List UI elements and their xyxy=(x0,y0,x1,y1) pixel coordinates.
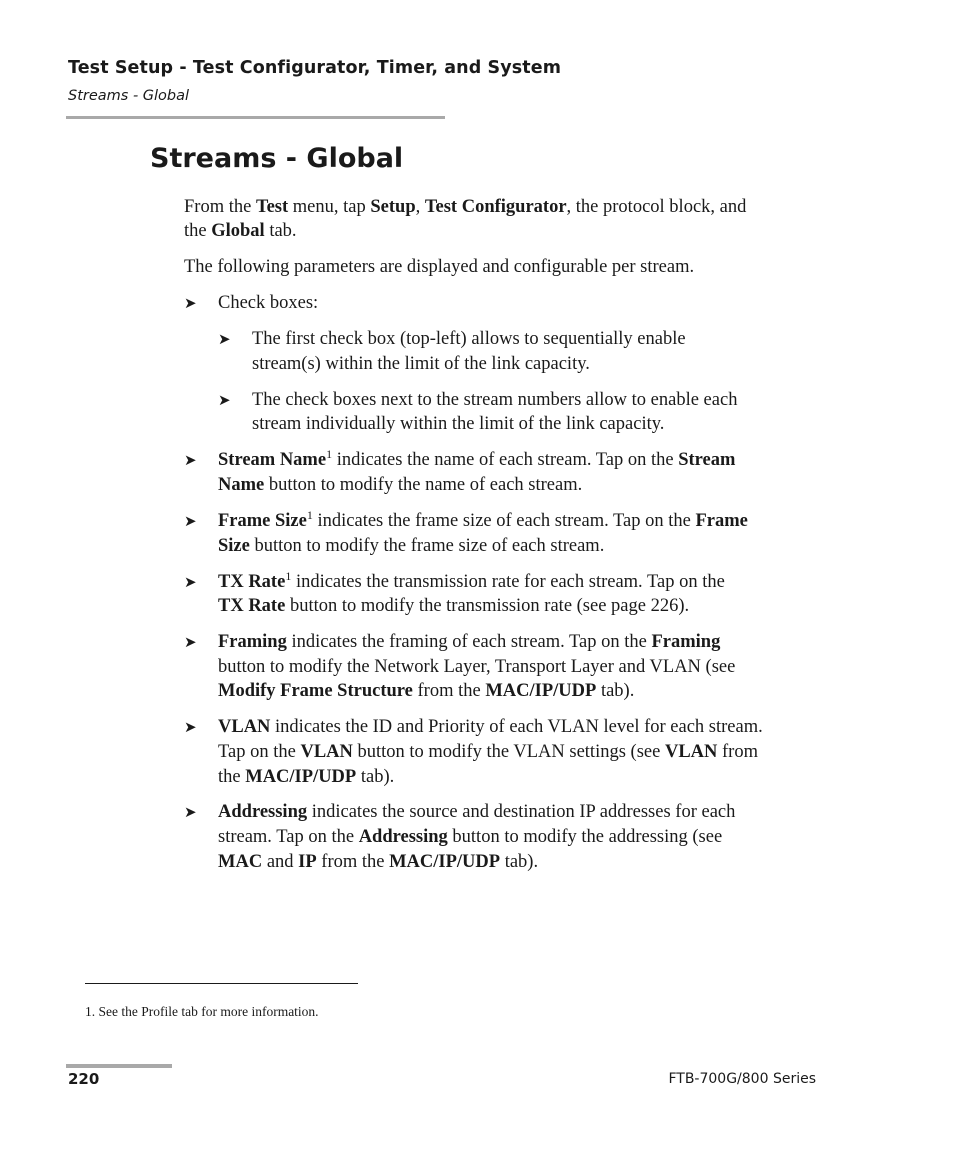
bullet-framing-line-2: button to modify the Network Layer, Transport Layer and VLAN (see xyxy=(218,657,736,677)
sub-bullet-stream-checkboxes-line-2: stream individually within the limit of the link capacity. xyxy=(252,414,665,434)
bullet-stream-name-line-1: Stream Name$^1$ indicates the name of each stream. Tap on the Stream xyxy=(218,447,736,470)
intro-paragraph-line-1: From the Test menu, tap Setup, Test Configurator, the protocol block, and xyxy=(184,197,747,217)
page-number: 220 xyxy=(68,1070,100,1088)
bullet-tx-rate-line-2: TX Rate button to modify the transmission rate (see page 226). xyxy=(218,596,690,616)
product-series: FTB-700G/800 Series xyxy=(668,1071,816,1087)
bullet-arrow-icon: ➤ xyxy=(184,514,197,530)
bullet-vlan-line-1: VLAN indicates the ID and Priority of each VLAN level for each stream. xyxy=(218,717,763,737)
intro-paragraph-line-2: the Global tab. xyxy=(184,221,297,241)
footnote-rule xyxy=(85,983,358,984)
header-rule xyxy=(66,116,445,119)
sub-bullet-arrow-icon: ➤ xyxy=(218,393,231,409)
bullet-arrow-icon: ➤ xyxy=(184,296,197,312)
bullet-addressing-line-3: MAC and IP from the MAC/IP/UDP tab). xyxy=(218,852,539,872)
bullet-frame-size-line-1: Frame Size$^1$ indicates the frame size of each stream. Tap on the Frame xyxy=(218,508,748,531)
bullet-addressing-line-1: Addressing indicates the source and destination IP addresses for each xyxy=(218,802,736,822)
bullet-vlan-line-3: the MAC/IP/UDP tab). xyxy=(218,767,395,787)
sub-bullet-stream-checkboxes-line-1: The check boxes next to the stream numbers allow to enable each xyxy=(252,390,738,410)
sub-bullet-first-checkbox-line-1: The first check box (top-left) allows to sequentially enable xyxy=(252,329,686,349)
bullet-framing-line-3: Modify Frame Structure from the MAC/IP/UDP tab). xyxy=(218,681,635,701)
running-header-title: Test Setup - Test Configurator, Timer, and System xyxy=(68,58,562,78)
intro-paragraph-2: The following parameters are displayed and configurable per stream. xyxy=(184,257,695,277)
footnote: 1. See the Profile tab for more information. xyxy=(85,1004,319,1019)
footer-rule xyxy=(66,1064,172,1068)
bullet-framing-line-1: Framing indicates the framing of each stream. Tap on the Framing xyxy=(218,632,721,652)
bullet-frame-size-line-2: Size button to modify the frame size of each stream. xyxy=(218,536,605,556)
bullet-addressing-line-2: stream. Tap on the Addressing button to modify the addressing (see xyxy=(218,827,723,847)
bullet-arrow-icon: ➤ xyxy=(184,805,197,821)
bullet-stream-name-line-2: Name button to modify the name of each stream. xyxy=(218,475,583,495)
bullet-arrow-icon: ➤ xyxy=(184,635,197,651)
bullet-vlan-line-2: Tap on the VLAN button to modify the VLAN settings (see VLAN from xyxy=(218,742,758,762)
sub-bullet-arrow-icon: ➤ xyxy=(218,332,231,348)
running-header-section: Streams - Global xyxy=(68,88,190,104)
bullet-arrow-icon: ➤ xyxy=(184,453,197,469)
bullet-tx-rate-line-1: TX Rate$^1$ indicates the transmission rate for each stream. Tap on the xyxy=(218,569,725,592)
bullet-arrow-icon: ➤ xyxy=(184,720,197,736)
bullet-arrow-icon: ➤ xyxy=(184,575,197,591)
page-title: Streams - Global xyxy=(150,143,404,174)
sub-bullet-first-checkbox-line-2: stream(s) within the limit of the link capacity. xyxy=(252,354,590,374)
bullet-check-boxes: Check boxes: xyxy=(218,293,319,313)
